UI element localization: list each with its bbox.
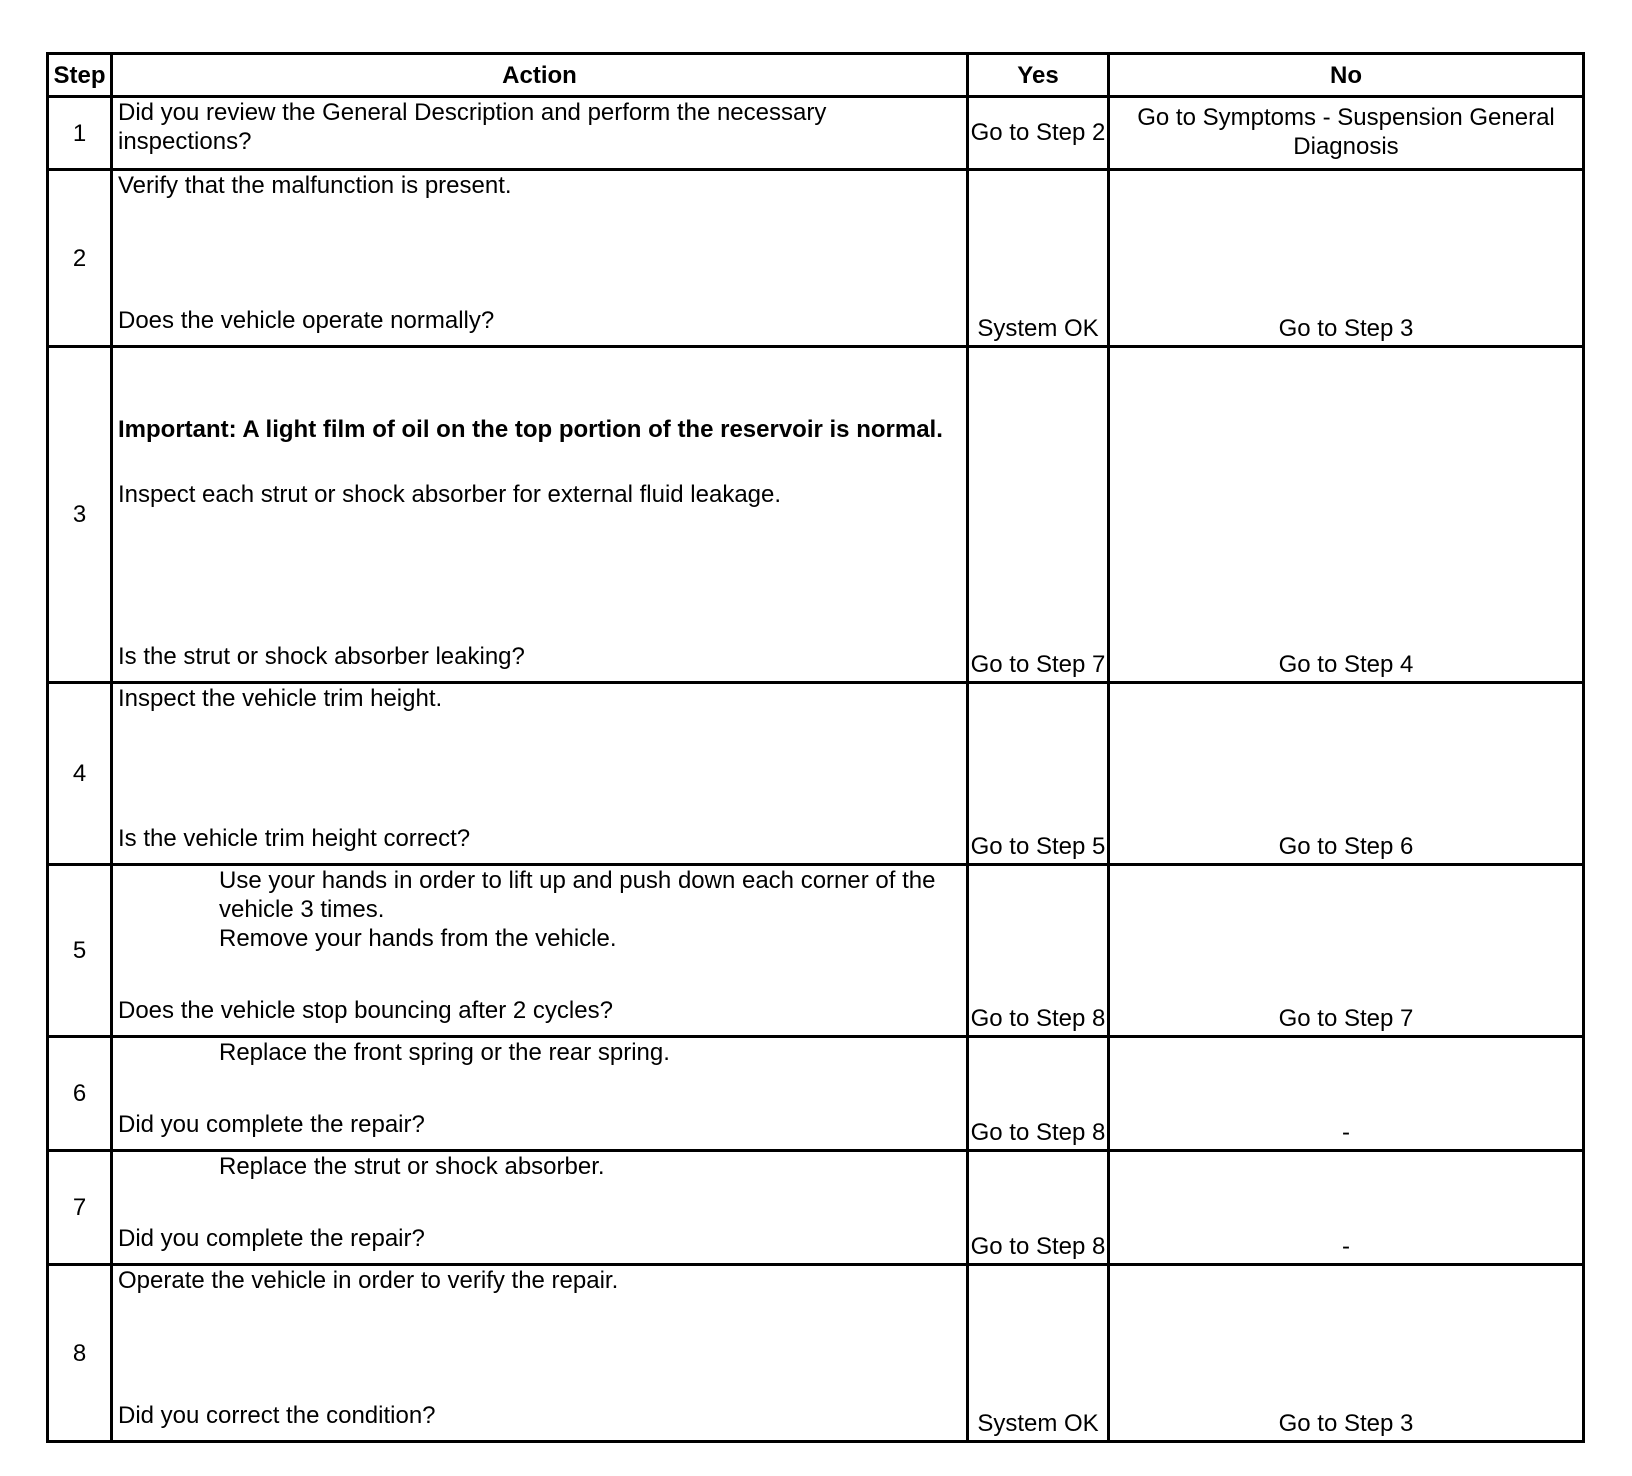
action-text: Inspect the vehicle trim height. — [118, 685, 443, 712]
yes-result: Go to Step 5 — [968, 683, 1109, 865]
no-result: Go to Step 4 — [1109, 347, 1584, 683]
step-number: 6 — [48, 1037, 112, 1151]
action-cell — [112, 1151, 968, 1265]
table-header-row — [48, 54, 1584, 97]
step-number: 4 — [48, 683, 112, 865]
important-note: Important: A light film of oil on the top portion of the reservoir is normal. — [118, 416, 943, 443]
table-row — [48, 170, 1584, 347]
no-result: Go to Step 7 — [1109, 865, 1584, 1037]
step-number: 3 — [48, 347, 112, 683]
table-row — [48, 683, 1584, 865]
table-row — [48, 347, 1584, 683]
step-number: 2 — [48, 170, 112, 347]
no-result: Go to Symptoms - Suspension General Diagnosis — [1109, 97, 1584, 170]
table-row — [48, 865, 1584, 1037]
action-substep: Use your hands in order to lift up and push down each corner of the vehicle 3 times. — [219, 867, 936, 923]
table-row — [48, 1151, 1584, 1265]
action-cell — [112, 347, 968, 683]
yes-result: Go to Step 8 — [968, 1037, 1109, 1151]
action-cell — [112, 1265, 968, 1442]
action-cell — [112, 170, 968, 347]
action-cell — [112, 683, 968, 865]
action-question: Is the vehicle trim height correct? — [118, 825, 471, 852]
action-question: Does the vehicle operate normally? — [118, 307, 495, 334]
table-row — [48, 97, 1584, 170]
no-result: Go to Step 6 — [1109, 683, 1584, 865]
yes-result: System OK — [968, 1265, 1109, 1442]
action-substep: Replace the strut or shock absorber. — [219, 1153, 605, 1180]
table-row — [48, 1265, 1584, 1442]
table-row — [48, 1037, 1584, 1151]
action-substep: Remove your hands from the vehicle. — [219, 925, 617, 952]
action-question: Does the vehicle stop bouncing after 2 cycles? — [118, 997, 613, 1024]
yes-result: Go to Step 8 — [968, 1151, 1109, 1265]
action-question: Did you correct the condition? — [118, 1402, 436, 1429]
no-result: - — [1109, 1037, 1584, 1151]
action-cell — [112, 97, 968, 170]
action-text: Operate the vehicle in order to verify the repair. — [118, 1267, 619, 1294]
header-step: Step — [48, 54, 112, 97]
yes-result: Go to Step 8 — [968, 865, 1109, 1037]
action-cell — [112, 1037, 968, 1151]
action-question: Is the strut or shock absorber leaking? — [118, 643, 525, 670]
diagnostic-table — [46, 52, 1585, 1443]
header-no: No — [1109, 54, 1584, 97]
step-number: 7 — [48, 1151, 112, 1265]
no-result: Go to Step 3 — [1109, 170, 1584, 347]
no-result: - — [1109, 1151, 1584, 1265]
yes-result: Go to Step 7 — [968, 347, 1109, 683]
action-substep: Replace the front spring or the rear spring. — [219, 1039, 670, 1066]
step-number: 1 — [48, 97, 112, 170]
step-number: 8 — [48, 1265, 112, 1442]
action-text: Inspect each strut or shock absorber for external fluid leakage. — [118, 481, 782, 508]
action-question: Did you complete the repair? — [118, 1111, 425, 1138]
header-yes: Yes — [968, 54, 1109, 97]
yes-result: System OK — [968, 170, 1109, 347]
step-number: 5 — [48, 865, 112, 1037]
yes-result: Go to Step 2 — [968, 97, 1109, 170]
action-cell — [112, 865, 968, 1037]
header-action: Action — [112, 54, 968, 97]
no-result: Go to Step 3 — [1109, 1265, 1584, 1442]
action-text: Verify that the malfunction is present. — [118, 172, 512, 199]
action-question: Did you complete the repair? — [118, 1225, 425, 1252]
action-text: Did you review the General Description and perform the necessary inspections? — [118, 99, 827, 155]
